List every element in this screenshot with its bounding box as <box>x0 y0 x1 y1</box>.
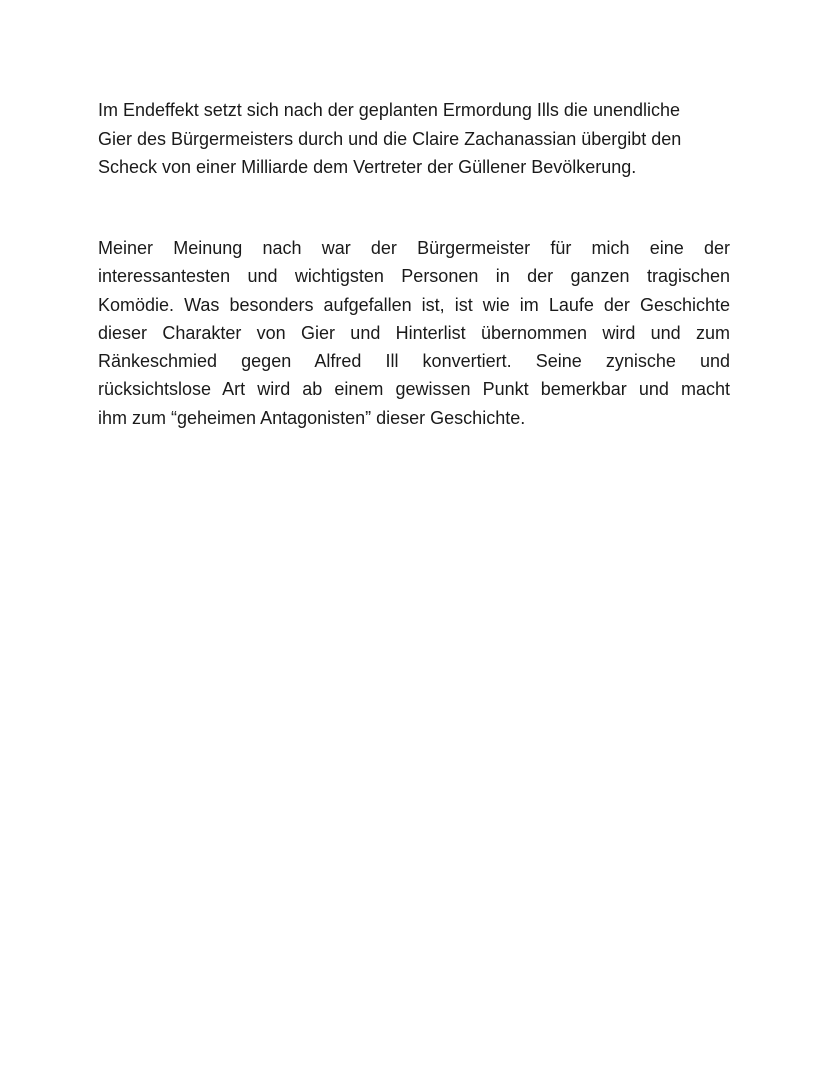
text-line: interessantesten und wichtigsten Personen in der ganzen tragischen <box>98 266 730 287</box>
text-line: Scheck von einer Milliarde dem Vertreter der Güllener Bevölkerung. <box>98 157 637 177</box>
text-line: ihm zum “geheimen Antagonisten” dieser Geschichte. <box>98 407 526 428</box>
text-line: Ränkeschmied gegen Alfred Ill konvertiert. Seine zynische und <box>98 351 730 372</box>
text-line: Meiner Meinung nach war der Bürgermeister für mich eine der <box>98 238 730 258</box>
paragraph-opinion <box>98 234 730 432</box>
text-line: dieser Charakter von Gier und Hinterlist übernommen wird und zum <box>98 322 730 343</box>
text-line: Gier des Bürgermeisters durch und die Claire Zachanassian übergibt den <box>98 128 682 149</box>
text-line: Im Endeffekt setzt sich nach der geplanten Ermordung Ills die unendliche <box>98 100 681 120</box>
text-line: Komödie. Was besonders aufgefallen ist, ist wie im Laufe der Geschichte <box>98 294 730 315</box>
paragraph-outcome <box>98 96 730 182</box>
text-line: rücksichtslose Art wird ab einem gewissen Punkt bemerkbar und macht <box>98 379 730 400</box>
